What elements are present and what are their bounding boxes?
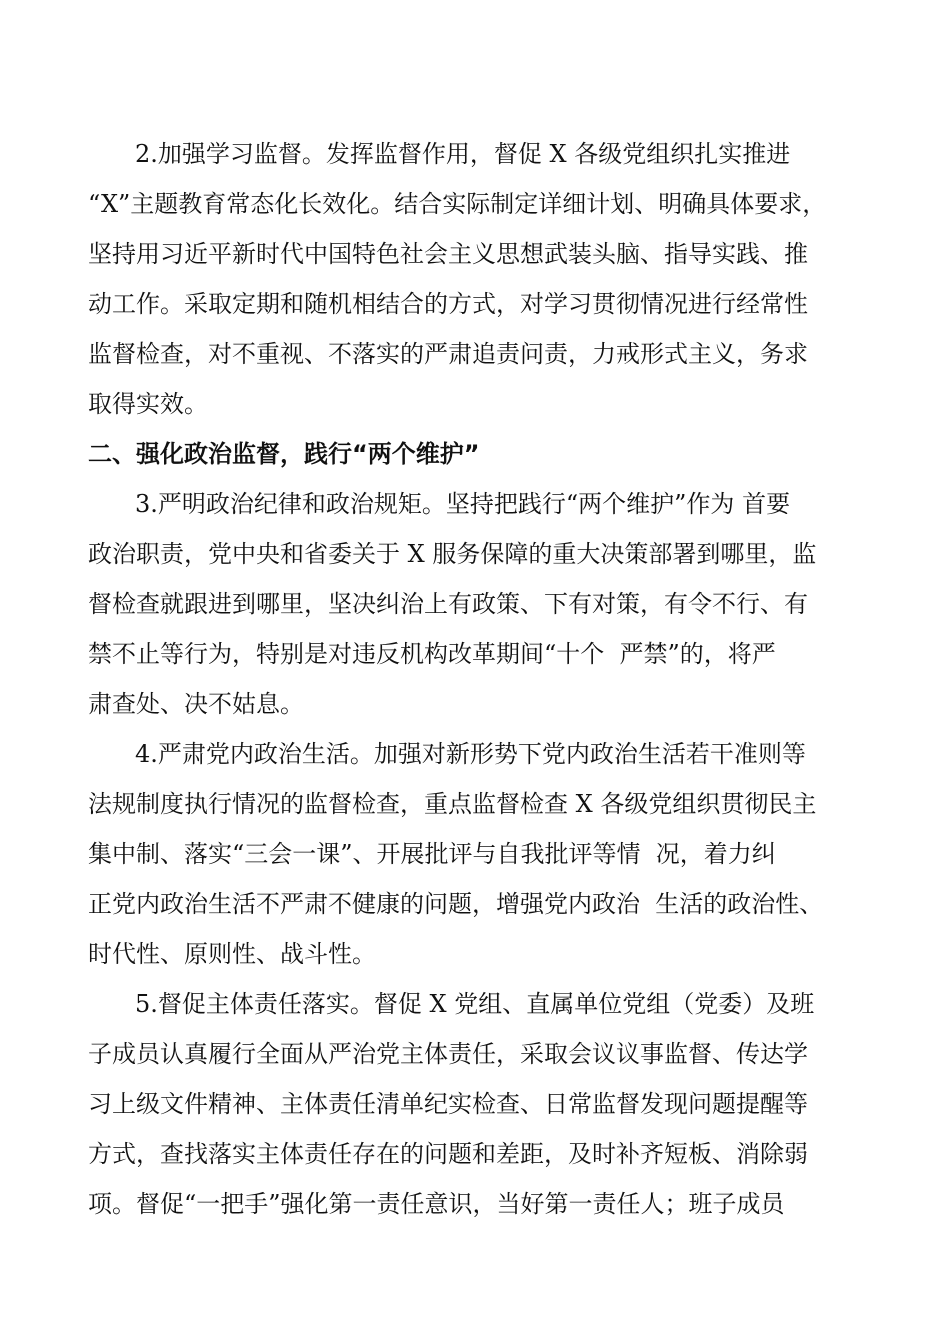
text-line: “X”主题教育常态化长效化。结合实际制定详细计划、明确具体要求，: [88, 190, 827, 218]
paragraph-2-line-6: [0, 388, 950, 438]
text-line: 集中制、落实“三会一课”、开展批评与自我批评等情 况，着力纠: [88, 840, 776, 868]
text-line: 督检查就跟进到哪里，坚决纠治上有政策、下有对策，有令不行、有: [88, 590, 808, 618]
paragraph-5-line-3: [0, 1088, 950, 1138]
paragraph-4-line-2: [0, 788, 950, 838]
paragraph-4-line-4: [0, 888, 950, 938]
text-line: 时代性、原则性、战斗性。: [88, 940, 376, 968]
text-line: 方式，查找落实主体责任存在的问题和差距，及时补齐短板、消除弱: [88, 1140, 808, 1168]
paragraph-5-line-5: [0, 1188, 950, 1238]
paragraph-5-line-4: [0, 1138, 950, 1188]
paragraph-4-line-5: [0, 938, 950, 988]
heading-text: 二、强化政治监督，践行“两个维护”: [88, 440, 480, 468]
text-line: 坚持用习近平新时代中国特色社会主义思想武装头脑、指导实践、推: [88, 240, 808, 268]
text-line: 取得实效。: [88, 390, 208, 418]
text-line: 2.加强学习监督。发挥监督作用，督促 X 各级党组织扎实推进: [135, 140, 791, 168]
text-line: 政治职责，党中央和省委关于 X 服务保障的重大决策部署到哪里，监: [88, 540, 817, 568]
text-line: 监督检查，对不重视、不落实的严肃追责问责，力戒形式主义，务求: [88, 340, 808, 368]
text-line: 动工作。采取定期和随机相结合的方式，对学习贯彻情况进行经常性: [88, 290, 808, 318]
paragraph-2-line-2: [0, 188, 950, 238]
paragraph-5-line-2: [0, 1038, 950, 1088]
text-line: 禁不止等行为，特别是对违反机构改革期间“十个 严禁”的，将严: [88, 640, 776, 668]
text-line: 4.严肃党内政治生活。加强对新形势下党内政治生活若干准则等: [135, 740, 806, 768]
paragraph-2-line-3: [0, 238, 950, 288]
paragraph-3-line-3: [0, 588, 950, 638]
text-line: 肃查处、决不姑息。: [88, 690, 304, 718]
paragraph-3-line-4: [0, 638, 950, 688]
paragraph-3-line-1: [0, 488, 950, 538]
text-line: 正党内政治生活不严肃不健康的问题，增强党内政治 生活的政治性、: [88, 890, 824, 918]
paragraph-5-line-1: [0, 988, 950, 1038]
paragraph-3-line-2: [0, 538, 950, 588]
text-line: 习上级文件精神、主体责任清单纪实检查、日常监督发现问题提醒等: [88, 1090, 808, 1118]
text-line: 3.严明政治纪律和政治规矩。坚持把践行“两个维护”作为 首要: [135, 490, 791, 518]
text-line: 5.督促主体责任落实。督促 X 党组、直属单位党组（党委）及班: [135, 990, 815, 1018]
paragraph-4-line-1: [0, 738, 950, 788]
paragraph-3-line-5: [0, 688, 950, 738]
text-line: 子成员认真履行全面从严治党主体责任，采取会议议事监督、传达学: [88, 1040, 808, 1068]
section-heading: [0, 438, 950, 488]
text-line: 法规制度执行情况的监督检查，重点监督检查 X 各级党组织贯彻民主: [88, 790, 817, 818]
paragraph-4-line-3: [0, 838, 950, 888]
paragraph-2-line-5: [0, 338, 950, 388]
paragraph-2-line-4: [0, 288, 950, 338]
text-line: 项。督促“一把手”强化第一责任意识，当好第一责任人；班子成员: [88, 1190, 785, 1218]
paragraph-2-line-1: [0, 138, 950, 188]
